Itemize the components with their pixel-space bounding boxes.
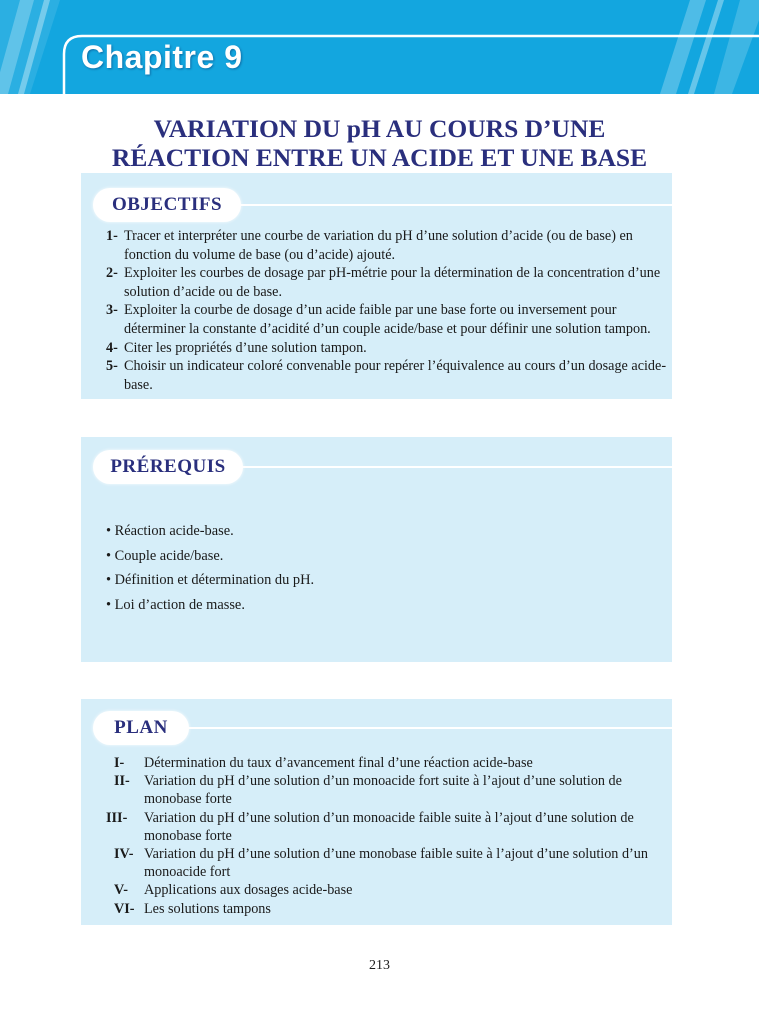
page-number: 213 (369, 958, 390, 973)
list-item (106, 881, 672, 899)
list-item (106, 754, 672, 772)
objectifs-heading-rule (239, 204, 672, 206)
item-number: II- (114, 773, 130, 790)
list-item: • Définition et détermination du pH. (106, 572, 315, 588)
item-number: V- (114, 882, 128, 899)
list-item (106, 772, 672, 808)
item-text: Les solutions tampons (144, 900, 271, 917)
item-number: 2- (106, 265, 118, 282)
plan-heading-rule (187, 727, 672, 729)
list-item (106, 227, 672, 264)
list-item: • Loi d’action de masse. (106, 596, 245, 613)
item-number: 3- (106, 302, 118, 319)
list-item (106, 357, 672, 394)
list-item: • Réaction acide-base. (106, 523, 234, 539)
list-item (106, 301, 672, 338)
list-item (106, 264, 672, 301)
item-number: IV- (114, 846, 134, 863)
item-number: 4- (106, 339, 118, 356)
objectifs-heading: OBJECTIFS (93, 188, 241, 222)
item-text: Variation du pH d’une solution d’un monoacide faible suite à l’ajout d’une solution de monobase forte (144, 809, 634, 844)
page-title (0, 114, 759, 172)
prerequis-heading-rule (241, 466, 672, 468)
prerequis-heading: PRÉREQUIS (93, 450, 243, 484)
item-text: Détermination du taux d’avancement final d’une réaction acide-base (144, 755, 533, 771)
item-text: Exploiter la courbe de dosage d’un acide faible par une base forte ou inversement pour déterminer la constante d’acidité d’un couple acide/base et pour définir une solution tampon. (124, 302, 651, 337)
list-item (106, 900, 672, 918)
item-text: Applications aux dosages acide-base (144, 882, 353, 899)
item-number: III- (106, 809, 128, 826)
list-item (106, 339, 672, 358)
plan-list (106, 754, 672, 918)
item-text: Exploiter les courbes de dosage par pH-métrie pour la détermination de la concentration d’une solution d’acide ou de base. (124, 265, 661, 300)
title-line-2: RÉACTION ENTRE UN ACIDE ET UNE BASE (111, 143, 648, 172)
item-text: Tracer et interpréter une courbe de variation du pH d’une solution d’acide (ou de base) en fonction du volume de base (ou d’acide) ajouté. (124, 228, 633, 263)
list-item (106, 845, 672, 881)
item-text: Choisir un indicateur coloré convenable pour repérer l’équivalence au cours d’un dosage acide-base. (124, 358, 667, 393)
prerequis-list (106, 519, 314, 617)
title-line-1: VARIATION DU pH AU COURS D’UNE (153, 114, 606, 143)
objectifs-list (106, 227, 672, 394)
item-number: I- (114, 755, 125, 771)
chapter-label: Chapitre 9 (81, 39, 243, 75)
item-text: Variation du pH d’une solution d’un monoacide fort suite à l’ajout d’une solution de monobase forte (144, 773, 622, 808)
item-number: 1- (106, 228, 118, 244)
item-text: Citer les propriétés d’une solution tampon. (124, 339, 367, 356)
item-text: Variation du pH d’une solution d’une monobase faible suite à l’ajout d’une solution d’un monoacide fort (144, 846, 648, 881)
plan-heading: PLAN (93, 711, 189, 745)
chapter-banner (0, 0, 759, 94)
list-item: • Couple acide/base. (106, 547, 224, 564)
item-number: VI- (114, 900, 135, 917)
list-item (106, 809, 672, 845)
item-number: 5- (106, 358, 118, 375)
